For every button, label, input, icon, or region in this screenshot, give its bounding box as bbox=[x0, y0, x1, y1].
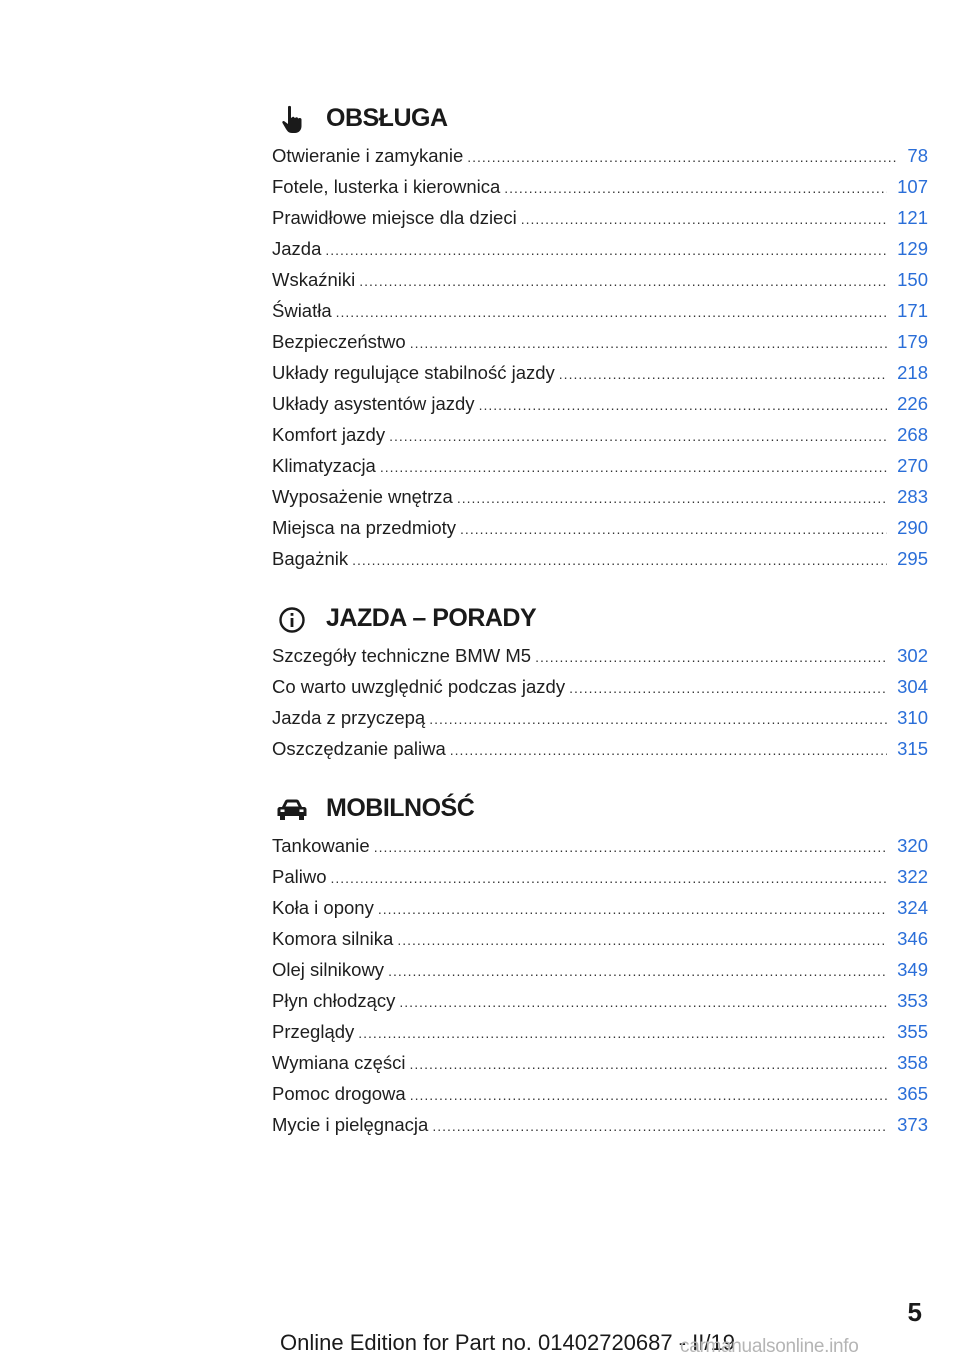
toc-entry[interactable] bbox=[272, 481, 928, 512]
toc-entry-page[interactable]: 322 bbox=[897, 866, 928, 887]
toc-entry-page[interactable]: 365 bbox=[897, 1083, 928, 1104]
leader-dots bbox=[569, 673, 887, 702]
leader-dots bbox=[388, 956, 887, 985]
leader-dots bbox=[325, 235, 887, 264]
toc-entry-page[interactable]: 226 bbox=[897, 393, 928, 414]
toc-entry[interactable] bbox=[272, 733, 928, 764]
toc-entry-label: Wyposażenie wnętrza bbox=[272, 486, 453, 507]
leader-dots bbox=[331, 863, 888, 892]
toc-entry[interactable] bbox=[272, 954, 928, 985]
leader-dots bbox=[399, 987, 887, 1016]
toc-entry-label: Miejsca na przedmioty bbox=[272, 517, 457, 538]
toc-entry[interactable] bbox=[272, 892, 928, 923]
car-icon bbox=[276, 796, 308, 824]
toc-entry[interactable] bbox=[272, 1109, 928, 1140]
toc-entry-label: Paliwo bbox=[272, 866, 327, 887]
toc-entry[interactable] bbox=[272, 861, 928, 892]
toc-entry-page[interactable]: 304 bbox=[897, 676, 928, 697]
toc-list bbox=[272, 140, 928, 574]
toc-entry[interactable] bbox=[272, 702, 928, 733]
toc-entry-label: Prawidłowe miejsce dla dzieci bbox=[272, 207, 517, 228]
toc-entry[interactable] bbox=[272, 450, 928, 481]
leader-dots bbox=[559, 359, 887, 388]
toc-entry-page[interactable]: 320 bbox=[897, 835, 928, 856]
leader-dots bbox=[410, 1080, 887, 1109]
toc-entry-label: Jazda bbox=[272, 238, 322, 259]
info-icon bbox=[276, 606, 308, 634]
page-number: 5 bbox=[907, 1297, 922, 1327]
toc-entry-label: Szczegóły techniczne BMW M5 bbox=[272, 645, 532, 666]
toc-entry[interactable] bbox=[272, 671, 928, 702]
toc-entry[interactable] bbox=[272, 233, 928, 264]
toc-entry-label: Mycie i pielęgnacja bbox=[272, 1114, 429, 1135]
toc-entry-label: Wymiana części bbox=[272, 1052, 406, 1073]
toc-entry[interactable] bbox=[272, 171, 928, 202]
toc-entry-page[interactable]: 355 bbox=[897, 1021, 928, 1042]
toc-entry-label: Komora silnika bbox=[272, 928, 394, 949]
toc-entry-label: Płyn chłodzący bbox=[272, 990, 396, 1011]
toc-entry-label: Klimatyzacja bbox=[272, 455, 376, 476]
leader-dots bbox=[521, 204, 887, 233]
pointing-hand-icon bbox=[276, 106, 308, 134]
toc-entry-page[interactable]: 315 bbox=[897, 738, 928, 759]
leader-dots bbox=[409, 1049, 887, 1078]
toc-entry-label: Koła i opony bbox=[272, 897, 374, 918]
toc-entry[interactable] bbox=[272, 830, 928, 861]
section-header bbox=[272, 600, 928, 640]
section-title: OBSŁUGA bbox=[326, 104, 448, 132]
toc-entry-label: Olej silnikowy bbox=[272, 959, 385, 980]
toc-entry[interactable] bbox=[272, 923, 928, 954]
toc-entry-label: Tankowanie bbox=[272, 835, 370, 856]
leader-dots bbox=[457, 483, 887, 512]
toc-entry-page[interactable]: 218 bbox=[897, 362, 928, 383]
toc-entry-page[interactable]: 373 bbox=[897, 1114, 928, 1135]
leader-dots bbox=[336, 297, 887, 326]
toc-entry[interactable] bbox=[272, 985, 928, 1016]
toc-entry-label: Układy asystentów jazdy bbox=[272, 393, 475, 414]
toc-entry-label: Układy regulujące stabilność jazdy bbox=[272, 362, 555, 383]
toc-entry-label: Otwieranie i zamykanie bbox=[272, 145, 464, 166]
toc-entry[interactable] bbox=[272, 140, 928, 171]
leader-dots bbox=[450, 735, 887, 764]
toc-entry-label: Przeglądy bbox=[272, 1021, 355, 1042]
toc-entry-page[interactable]: 310 bbox=[897, 707, 928, 728]
toc-entry-page[interactable]: 268 bbox=[897, 424, 928, 445]
toc-entry-page[interactable]: 358 bbox=[897, 1052, 928, 1073]
toc-entry[interactable] bbox=[272, 1016, 928, 1047]
leader-dots bbox=[397, 925, 887, 954]
leader-dots bbox=[389, 421, 887, 450]
section-title: MOBILNOŚĆ bbox=[326, 794, 475, 822]
toc-entry-page[interactable]: 107 bbox=[897, 176, 928, 197]
leader-dots bbox=[374, 832, 887, 861]
toc-entry-page[interactable]: 78 bbox=[907, 145, 928, 166]
toc-entry[interactable] bbox=[272, 326, 928, 357]
toc-entry-page[interactable]: 283 bbox=[897, 486, 928, 507]
toc-entry-page[interactable]: 302 bbox=[897, 645, 928, 666]
toc-entry-label: Komfort jazdy bbox=[272, 424, 386, 445]
leader-dots bbox=[432, 1111, 887, 1140]
leader-dots bbox=[380, 452, 887, 481]
toc-entry-page[interactable]: 346 bbox=[897, 928, 928, 949]
toc-entry[interactable] bbox=[272, 202, 928, 233]
toc-entry[interactable] bbox=[272, 512, 928, 543]
leader-dots bbox=[410, 328, 887, 357]
toc-entry-label: Wskaźniki bbox=[272, 269, 356, 290]
toc-entry[interactable] bbox=[272, 640, 928, 671]
section-header bbox=[272, 100, 928, 140]
toc-entry[interactable] bbox=[272, 543, 928, 574]
toc-entry-label: Pomoc drogowa bbox=[272, 1083, 406, 1104]
toc-entry-page[interactable]: 179 bbox=[897, 331, 928, 352]
leader-dots bbox=[378, 894, 887, 923]
section-header bbox=[272, 790, 928, 830]
toc-entry[interactable] bbox=[272, 357, 928, 388]
toc-entry-label: Bezpieczeństwo bbox=[272, 331, 406, 352]
toc-entry-page[interactable]: 290 bbox=[897, 517, 928, 538]
leader-dots bbox=[352, 545, 887, 574]
leader-dots bbox=[535, 642, 887, 671]
toc-entry[interactable] bbox=[272, 1047, 928, 1078]
leader-dots bbox=[504, 173, 887, 202]
section-obsluga bbox=[272, 100, 928, 574]
watermark: carmanualsonline.info bbox=[680, 1336, 859, 1357]
leader-dots bbox=[460, 514, 887, 543]
toc-entry-label: Fotele, lusterka i kierownica bbox=[272, 176, 501, 197]
leader-dots bbox=[467, 142, 897, 171]
toc-entry-page[interactable]: 129 bbox=[897, 238, 928, 259]
toc-entry-label: Jazda z przyczepą bbox=[272, 707, 426, 728]
section-jazda-porady bbox=[272, 600, 928, 764]
toc-entry-page[interactable]: 121 bbox=[897, 207, 928, 228]
toc-entry-page[interactable]: 171 bbox=[897, 300, 928, 321]
leader-dots bbox=[479, 390, 888, 419]
toc-entry[interactable] bbox=[272, 1078, 928, 1109]
toc-entry-page[interactable]: 349 bbox=[897, 959, 928, 980]
toc-entry[interactable] bbox=[272, 295, 928, 326]
toc-entry-label: Oszczędzanie paliwa bbox=[272, 738, 446, 759]
section-title: JAZDA – PORADY bbox=[326, 604, 537, 632]
toc-entry[interactable] bbox=[272, 419, 928, 450]
toc-entry[interactable] bbox=[272, 264, 928, 295]
footer-edition: Online Edition for Part no. 01402720687 - II/19 bbox=[280, 1330, 735, 1355]
toc-entry-label: Bagażnik bbox=[272, 548, 349, 569]
leader-dots bbox=[359, 266, 887, 295]
toc-entry-label: Co warto uwzględnić podczas jazdy bbox=[272, 676, 566, 697]
leader-dots bbox=[358, 1018, 887, 1047]
toc-list bbox=[272, 830, 928, 1140]
toc-entry-page[interactable]: 295 bbox=[897, 548, 928, 569]
toc-list bbox=[272, 640, 928, 764]
leader-dots bbox=[429, 704, 887, 733]
toc-entry-page[interactable]: 324 bbox=[897, 897, 928, 918]
toc-entry-page[interactable]: 353 bbox=[897, 990, 928, 1011]
toc-entry[interactable] bbox=[272, 388, 928, 419]
toc-entry-page[interactable]: 150 bbox=[897, 269, 928, 290]
toc-entry-label: Światła bbox=[272, 300, 332, 321]
section-mobilnosc bbox=[272, 790, 928, 1140]
toc-entry-page[interactable]: 270 bbox=[897, 455, 928, 476]
